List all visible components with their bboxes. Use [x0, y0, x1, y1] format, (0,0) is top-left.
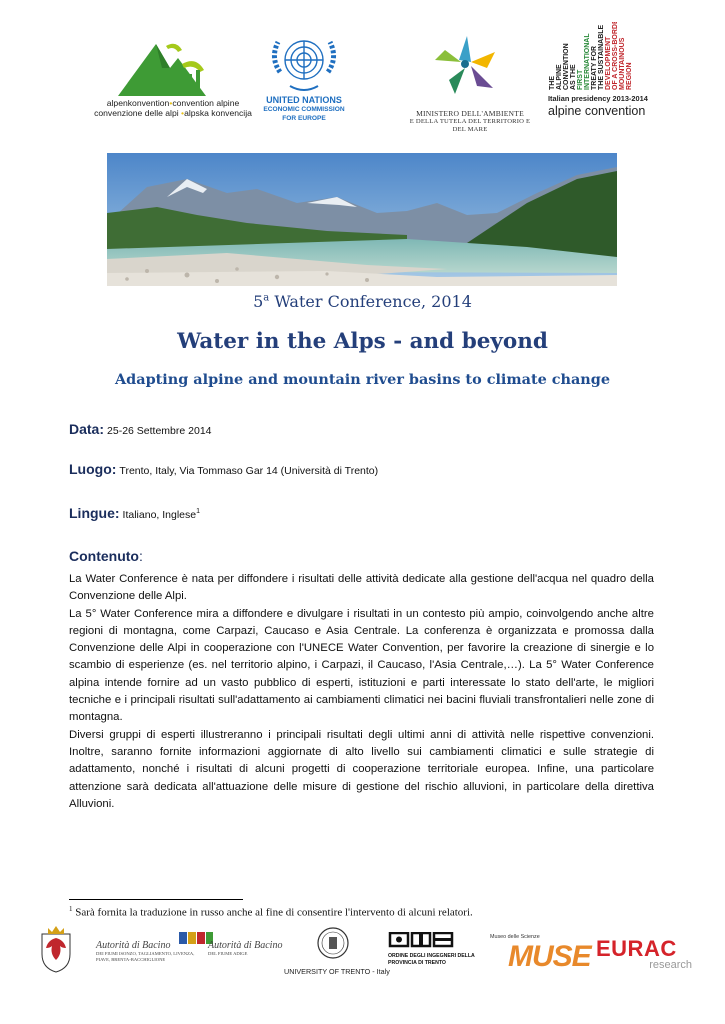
date-value: 25-26 Settembre 2014 — [107, 425, 212, 437]
location-label: Luogo: — [69, 461, 117, 477]
ordine-line-1: ORDINE DEGLI INGEGNERI DELLA — [388, 953, 475, 959]
eurac-research-logo — [596, 938, 696, 971]
svg-text:ALPINE: ALPINE — [556, 64, 563, 90]
conference-number: 5 — [253, 292, 264, 311]
svg-text:THE SUSTAINABLE: THE SUSTAINABLE — [598, 24, 605, 90]
eagle-shield-icon — [38, 924, 74, 974]
autorita-bacino-adige-logo — [208, 940, 288, 957]
university-seal-icon — [284, 926, 382, 962]
un-line-3: FOR EUROPE — [282, 115, 326, 122]
footnote-separator — [69, 899, 243, 900]
body-paragraph-3: Diversi gruppi di esperti illustreranno i principali risultati degli ultimi anni di attività nelle rispettive convenzioni. Inoltre, saranno fornite informazioni aggiornate di alto livello sui cambiamenti climatici e sulle strategie di adattamento, nonché i risultati di alcuni progetti di cooperazione territoriale europea. Infine, una particolare attenzione sarà dedicata all'attuazione delle misure di gestione del rischio alluvioni, in particolare della direttiva Alluvioni. — [69, 728, 654, 810]
svg-text:TREATY FOR: TREATY FOR — [591, 45, 598, 90]
un-line-2: ECONOMIC COMMISSION — [263, 106, 345, 113]
alp-text-3: convenzione delle alpi — [94, 108, 179, 118]
alp-text-2: convention alpine — [172, 98, 240, 108]
university-trento-logo — [284, 926, 390, 976]
presidency-text-graphic — [548, 22, 638, 92]
autorita-bacino-isonzo-logo — [96, 940, 195, 963]
location-value: Trento, Italy, Via Tommaso Gar 14 (Università di Trento) — [119, 465, 379, 477]
un-ece-logo — [258, 30, 350, 130]
muse-text: MUSE — [508, 940, 591, 973]
muse-small-text: Museo delle Scienze — [490, 934, 540, 940]
presidency-brand: alpine convention — [548, 104, 646, 118]
alp-text-1: alpenkonvention — [106, 98, 170, 108]
ordine-ingegneri-logo — [388, 932, 478, 967]
alp-text-4: alpska konvencija — [184, 108, 252, 118]
subtitle: Adapting alpine and mountain river basins to climate change — [115, 371, 610, 388]
svg-text:OF A CROSS-BORDER: OF A CROSS-BORDER — [612, 22, 619, 90]
main-title: Water in the Alps - and beyond — [177, 329, 548, 354]
footnote-number: 1 — [69, 905, 73, 913]
ordine-line-2: PROVINCIA DI TRENTO — [388, 960, 446, 966]
footnote-ref[interactable]: 1 — [196, 507, 201, 515]
unitn-text: UNIVERSITY OF TRENTO - Italy — [284, 967, 390, 976]
ministry-star-icon — [405, 32, 535, 108]
muse-logo — [488, 932, 591, 976]
content-heading — [69, 548, 143, 564]
italian-presidency-logo — [548, 22, 648, 126]
body-paragraph-1: La Water Conference è nata per diffondere i risultati delle attività dedicate alla gestione dell'acqua nel quadro della Convenzione delle Alpi. — [69, 573, 654, 603]
presidency-label: Italian presidency 2013-2014 — [548, 94, 648, 103]
alpine-convention-logo: alpenkonvention•convention alpine convenzione delle alpi •alpska konvencija — [88, 38, 258, 120]
autorita2-sub: DEL FIUME ADIGE — [208, 951, 248, 956]
conference-rest: Water Conference, 2014 — [269, 292, 472, 311]
alpine-mountain-icon — [88, 38, 258, 98]
location-line — [69, 461, 378, 477]
languages-label: Lingue: — [69, 505, 120, 521]
eurac-sub-text: research — [649, 959, 692, 971]
tyrol-coat-of-arms-logo — [38, 924, 74, 974]
ministry-line-2: E DELLA TUTELA DEL TERRITORIO E DEL MARE — [409, 118, 531, 133]
date-line — [69, 421, 212, 437]
svg-text:CONVENTION: CONVENTION — [563, 43, 570, 90]
svg-text:MOUNTAINOUS: MOUNTAINOUS — [619, 37, 626, 90]
ministry-line-1: MINISTERO DELL'AMBIENTE — [416, 109, 524, 118]
conference-edition-title — [0, 292, 725, 311]
conference-sup: a — [263, 292, 270, 304]
content-colon: : — [138, 548, 143, 564]
svg-text:REGION: REGION — [626, 62, 633, 90]
alpine-river-photo — [107, 153, 617, 286]
autorita2-title: Autorità di Bacino — [208, 940, 283, 951]
svg-text:THE: THE — [549, 76, 556, 90]
eurac-text: EURAC — [596, 936, 677, 961]
svg-text:FIRST: FIRST — [577, 69, 584, 90]
autorita1-title: Autorità di Bacino — [96, 940, 171, 951]
languages-line — [69, 505, 200, 521]
footnote — [69, 905, 473, 919]
footnote-text: Sarà fornita la traduzione in russo anche al fine di consentire l'intervento di alcuni relatori. — [72, 906, 473, 919]
oit-mark-icon — [388, 932, 458, 948]
un-emblem-icon — [258, 30, 350, 96]
autorita1-sub-2: PIAVE, BRENTA-BACCHIGLIONE — [96, 957, 166, 962]
date-label: Data: — [69, 421, 105, 437]
svg-text:AS THE: AS THE — [570, 64, 577, 90]
autorita1-sub-1: DEI FIUMI ISONZO, TAGLIAMENTO, LIVENZA, — [96, 951, 195, 956]
un-line-1: UNITED NATIONS — [266, 95, 342, 105]
ministry-environment-logo — [405, 32, 535, 132]
content-label: Contenuto — [69, 548, 139, 564]
body-paragraph-2: La 5° Water Conference mira a diffondere e divulgare i risultati in un contesto più ampio, coinvolgendo anche altre regioni di montagna, come Carpazi, Caucaso e Asia Centrale. La conferenza è organizzata e promossa dalla Convenzione delle Alpi in cooperazione con l'UNECE Water Convention, per favorire la creazione di sinergie e lo scambio di esperienze (es. nel territorio alpino, i Carpazi, il Caucaso, l'Asia Centrale,…). La 5° Water Conference alpina intende fornire ad un vasto pubblico di esperti, istituzioni e parti interessate lo stato dell'arte, le migliori tecniche e i principali risultati sull'adattamento ai cambiamenti climatici nei bacini fluviali transfrontalieri nelle zone di montagna. — [69, 607, 654, 724]
svg-text:INTERNATIONAL: INTERNATIONAL — [584, 33, 591, 90]
svg-text:DEVELOPMENT: DEVELOPMENT — [605, 36, 612, 90]
languages-value: Italiano, Inglese — [122, 509, 197, 521]
content-body — [69, 571, 654, 813]
